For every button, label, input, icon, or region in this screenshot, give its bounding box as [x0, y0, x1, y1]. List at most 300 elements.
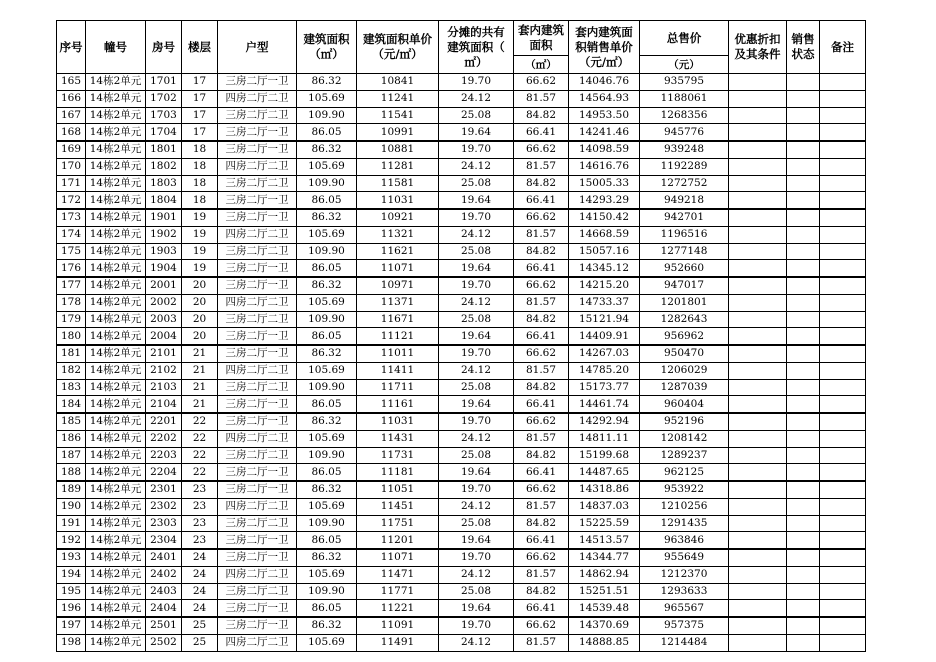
discount-cell: [729, 413, 787, 430]
discount-cell: [729, 124, 787, 141]
total-price-cell: 945776: [640, 124, 729, 141]
seq-cell: 194: [57, 566, 86, 583]
remark-cell: [820, 328, 866, 345]
floor-cell: 18: [182, 141, 218, 158]
seq-cell: 181: [57, 345, 86, 362]
layout-cell: 三房二厅一卫: [218, 532, 297, 549]
shared-area-cell: 24.12: [439, 430, 514, 447]
table-body: [57, 74, 866, 652]
table-row: [57, 617, 866, 634]
inner-price-cell: 15005.33: [569, 175, 640, 192]
status-cell: [787, 90, 820, 107]
inner-area-cell: 84.82: [514, 175, 569, 192]
area-cell: 86.32: [297, 345, 357, 362]
area-cell: 109.90: [297, 583, 357, 600]
unit-price-cell: 10841: [357, 74, 439, 91]
price-list-table: [56, 20, 866, 652]
inner-area-cell: 66.62: [514, 209, 569, 226]
header-status-line2: 状态: [791, 47, 815, 61]
area-cell: 86.32: [297, 277, 357, 294]
table-row: [57, 396, 866, 413]
total-price-cell: 952660: [640, 260, 729, 277]
inner-price-cell: 14733.37: [569, 294, 640, 311]
seq-cell: 187: [57, 447, 86, 464]
status-cell: [787, 617, 820, 634]
inner-area-cell: 66.41: [514, 396, 569, 413]
room-cell: 2201: [146, 413, 182, 430]
discount-cell: [729, 498, 787, 515]
unit-price-cell: 10991: [357, 124, 439, 141]
shared-area-cell: 19.70: [439, 74, 514, 91]
seq-cell: 186: [57, 430, 86, 447]
seq-cell: 189: [57, 481, 86, 498]
building-cell: 14栋2单元: [86, 498, 146, 515]
inner-price-cell: 15121.94: [569, 311, 640, 328]
status-cell: [787, 192, 820, 209]
discount-cell: [729, 396, 787, 413]
room-cell: 1801: [146, 141, 182, 158]
remark-cell: [820, 515, 866, 532]
room-cell: 2103: [146, 379, 182, 396]
shared-area-cell: 19.64: [439, 532, 514, 549]
area-cell: 105.69: [297, 294, 357, 311]
building-cell: 14栋2单元: [86, 447, 146, 464]
header-shared-line1: 分摊的共有: [447, 24, 505, 39]
unit-price-cell: 11471: [357, 566, 439, 583]
area-cell: 86.32: [297, 141, 357, 158]
floor-cell: 25: [182, 617, 218, 634]
seq-cell: 198: [57, 634, 86, 651]
area-cell: 86.32: [297, 209, 357, 226]
inner-price-cell: 14345.12: [569, 260, 640, 277]
total-price-cell: 942701: [640, 209, 729, 226]
seq-cell: 191: [57, 515, 86, 532]
inner-price-cell: 14513.57: [569, 532, 640, 549]
area-cell: 86.05: [297, 328, 357, 345]
unit-price-cell: 11201: [357, 532, 439, 549]
inner-area-cell: 66.41: [514, 464, 569, 481]
floor-cell: 24: [182, 600, 218, 617]
building-cell: 14栋2单元: [86, 209, 146, 226]
inner-price-cell: 15199.68: [569, 447, 640, 464]
floor-cell: 23: [182, 481, 218, 498]
area-cell: 86.32: [297, 617, 357, 634]
discount-cell: [729, 634, 787, 651]
seq-cell: 176: [57, 260, 86, 277]
room-cell: 2404: [146, 600, 182, 617]
discount-cell: [729, 566, 787, 583]
shared-area-cell: 19.64: [439, 260, 514, 277]
shared-area-cell: 24.12: [439, 362, 514, 379]
building-cell: 14栋2单元: [86, 226, 146, 243]
inner-area-cell: 66.62: [514, 413, 569, 430]
building-cell: 14栋2单元: [86, 107, 146, 124]
discount-cell: [729, 209, 787, 226]
building-cell: 14栋2单元: [86, 345, 146, 362]
total-price-cell: 956962: [640, 328, 729, 345]
header-total: 总售价: [640, 21, 729, 56]
total-price-cell: 1196516: [640, 226, 729, 243]
table-row: [57, 294, 866, 311]
inner-price-cell: 14098.59: [569, 141, 640, 158]
total-price-cell: 939248: [640, 141, 729, 158]
inner-price-cell: 14241.46: [569, 124, 640, 141]
discount-cell: [729, 294, 787, 311]
discount-cell: [729, 379, 787, 396]
unit-price-cell: 10921: [357, 209, 439, 226]
header-status: [787, 21, 820, 74]
building-cell: 14栋2单元: [86, 634, 146, 651]
unit-price-cell: 11071: [357, 260, 439, 277]
shared-area-cell: 19.70: [439, 141, 514, 158]
floor-cell: 21: [182, 379, 218, 396]
status-cell: [787, 260, 820, 277]
seq-cell: 190: [57, 498, 86, 515]
seq-cell: 188: [57, 464, 86, 481]
remark-cell: [820, 277, 866, 294]
table-row: [57, 107, 866, 124]
room-cell: 1802: [146, 158, 182, 175]
building-cell: 14栋2单元: [86, 260, 146, 277]
header-discount: [729, 21, 787, 74]
discount-cell: [729, 583, 787, 600]
floor-cell: 22: [182, 413, 218, 430]
table-row: [57, 481, 866, 498]
unit-price-cell: 11321: [357, 226, 439, 243]
discount-cell: [729, 107, 787, 124]
discount-cell: [729, 464, 787, 481]
building-cell: 14栋2单元: [86, 328, 146, 345]
total-price-cell: 1287039: [640, 379, 729, 396]
table-row: [57, 328, 866, 345]
shared-area-cell: 24.12: [439, 90, 514, 107]
status-cell: [787, 464, 820, 481]
inner-area-cell: 66.62: [514, 549, 569, 566]
layout-cell: 三房二厅一卫: [218, 396, 297, 413]
seq-cell: 171: [57, 175, 86, 192]
status-cell: [787, 481, 820, 498]
table-row: [57, 260, 866, 277]
inner-area-cell: 81.57: [514, 226, 569, 243]
shared-area-cell: 24.12: [439, 566, 514, 583]
area-cell: 105.69: [297, 566, 357, 583]
header-remark: 备注: [820, 21, 866, 74]
seq-cell: 177: [57, 277, 86, 294]
inner-area-cell: 84.82: [514, 311, 569, 328]
shared-area-cell: 24.12: [439, 498, 514, 515]
unit-price-cell: 11181: [357, 464, 439, 481]
discount-cell: [729, 175, 787, 192]
total-price-cell: 1212370: [640, 566, 729, 583]
room-cell: 2204: [146, 464, 182, 481]
status-cell: [787, 141, 820, 158]
status-cell: [787, 243, 820, 260]
room-cell: 2301: [146, 481, 182, 498]
inner-price-cell: 14616.76: [569, 158, 640, 175]
unit-price-cell: 11671: [357, 311, 439, 328]
floor-cell: 22: [182, 447, 218, 464]
room-cell: 1804: [146, 192, 182, 209]
total-price-cell: 1277148: [640, 243, 729, 260]
layout-cell: 四房二厅二卫: [218, 226, 297, 243]
shared-area-cell: 19.70: [439, 277, 514, 294]
seq-cell: 182: [57, 362, 86, 379]
total-price-cell: 965567: [640, 600, 729, 617]
inner-price-cell: 15251.51: [569, 583, 640, 600]
layout-cell: 三房二厅二卫: [218, 175, 297, 192]
area-cell: 86.05: [297, 600, 357, 617]
header-inner-price: [569, 21, 640, 74]
total-price-cell: 949218: [640, 192, 729, 209]
status-cell: [787, 362, 820, 379]
status-cell: [787, 124, 820, 141]
table-row: [57, 583, 866, 600]
remark-cell: [820, 498, 866, 515]
seq-cell: 178: [57, 294, 86, 311]
floor-cell: 20: [182, 294, 218, 311]
status-cell: [787, 209, 820, 226]
unit-price-cell: 10881: [357, 141, 439, 158]
unit-price-cell: 11371: [357, 294, 439, 311]
shared-area-cell: 25.08: [439, 243, 514, 260]
remark-cell: [820, 566, 866, 583]
header-inner-area: [514, 21, 569, 56]
shared-area-cell: 25.08: [439, 379, 514, 396]
room-cell: 2001: [146, 277, 182, 294]
discount-cell: [729, 345, 787, 362]
floor-cell: 21: [182, 396, 218, 413]
inner-area-cell: 84.82: [514, 379, 569, 396]
remark-cell: [820, 481, 866, 498]
seq-cell: 170: [57, 158, 86, 175]
layout-cell: 三房二厅二卫: [218, 515, 297, 532]
table-row: [57, 175, 866, 192]
room-cell: 1701: [146, 74, 182, 91]
shared-area-cell: 19.64: [439, 396, 514, 413]
floor-cell: 17: [182, 107, 218, 124]
room-cell: 1704: [146, 124, 182, 141]
layout-cell: 三房二厅一卫: [218, 328, 297, 345]
table-row: [57, 277, 866, 294]
shared-area-cell: 19.70: [439, 209, 514, 226]
inner-area-cell: 66.41: [514, 192, 569, 209]
inner-price-cell: 14811.11: [569, 430, 640, 447]
total-price-cell: 952196: [640, 413, 729, 430]
total-price-cell: 953922: [640, 481, 729, 498]
table-row: [57, 430, 866, 447]
layout-cell: 三房二厅一卫: [218, 141, 297, 158]
inner-area-cell: 81.57: [514, 90, 569, 107]
remark-cell: [820, 600, 866, 617]
unit-price-cell: 11031: [357, 192, 439, 209]
total-price-cell: 1293633: [640, 583, 729, 600]
seq-cell: 179: [57, 311, 86, 328]
discount-cell: [729, 226, 787, 243]
remark-cell: [820, 141, 866, 158]
area-cell: 105.69: [297, 430, 357, 447]
room-cell: 2402: [146, 566, 182, 583]
inner-area-cell: 66.41: [514, 124, 569, 141]
building-cell: 14栋2单元: [86, 90, 146, 107]
total-price-cell: 960404: [640, 396, 729, 413]
remark-cell: [820, 175, 866, 192]
floor-cell: 17: [182, 124, 218, 141]
room-cell: 2501: [146, 617, 182, 634]
room-cell: 1803: [146, 175, 182, 192]
room-cell: 2304: [146, 532, 182, 549]
room-cell: 2302: [146, 498, 182, 515]
room-cell: 2403: [146, 583, 182, 600]
remark-cell: [820, 430, 866, 447]
seq-cell: 197: [57, 617, 86, 634]
remark-cell: [820, 124, 866, 141]
building-cell: 14栋2单元: [86, 396, 146, 413]
total-price-cell: 1201801: [640, 294, 729, 311]
status-cell: [787, 430, 820, 447]
inner-area-cell: 84.82: [514, 243, 569, 260]
layout-cell: 四房二厅二卫: [218, 498, 297, 515]
layout-cell: 三房二厅一卫: [218, 260, 297, 277]
floor-cell: 18: [182, 158, 218, 175]
seq-cell: 165: [57, 74, 86, 91]
discount-cell: [729, 277, 787, 294]
floor-cell: 20: [182, 328, 218, 345]
table-row: [57, 464, 866, 481]
inner-price-cell: 14539.48: [569, 600, 640, 617]
building-cell: 14栋2单元: [86, 583, 146, 600]
unit-price-cell: 11541: [357, 107, 439, 124]
inner-price-cell: 15225.59: [569, 515, 640, 532]
unit-price-cell: 11221: [357, 600, 439, 617]
layout-cell: 三房二厅一卫: [218, 617, 297, 634]
floor-cell: 24: [182, 549, 218, 566]
room-cell: 1902: [146, 226, 182, 243]
seq-cell: 172: [57, 192, 86, 209]
layout-cell: 三房二厅一卫: [218, 549, 297, 566]
total-price-cell: 1206029: [640, 362, 729, 379]
inner-area-cell: 66.62: [514, 481, 569, 498]
floor-cell: 22: [182, 464, 218, 481]
inner-area-cell: 66.62: [514, 74, 569, 91]
area-cell: 86.32: [297, 549, 357, 566]
header-shared-area: [439, 21, 514, 74]
building-cell: 14栋2单元: [86, 481, 146, 498]
header-unit-price-line2: （元/㎡）: [372, 47, 423, 61]
inner-price-cell: 14668.59: [569, 226, 640, 243]
status-cell: [787, 379, 820, 396]
floor-cell: 21: [182, 345, 218, 362]
inner-area-cell: 66.41: [514, 600, 569, 617]
layout-cell: 三房二厅一卫: [218, 192, 297, 209]
shared-area-cell: 19.70: [439, 481, 514, 498]
shared-area-cell: 25.08: [439, 447, 514, 464]
unit-price-cell: 11621: [357, 243, 439, 260]
unit-price-cell: 11431: [357, 430, 439, 447]
seq-cell: 169: [57, 141, 86, 158]
area-cell: 86.32: [297, 74, 357, 91]
shared-area-cell: 19.70: [439, 345, 514, 362]
table-row: [57, 447, 866, 464]
total-price-cell: 1208142: [640, 430, 729, 447]
layout-cell: 三房二厅一卫: [218, 600, 297, 617]
status-cell: [787, 634, 820, 651]
status-cell: [787, 447, 820, 464]
inner-price-cell: 14785.20: [569, 362, 640, 379]
status-cell: [787, 549, 820, 566]
remark-cell: [820, 107, 866, 124]
floor-cell: 24: [182, 566, 218, 583]
unit-price-cell: 11011: [357, 345, 439, 362]
shared-area-cell: 19.64: [439, 192, 514, 209]
inner-price-cell: 14344.77: [569, 549, 640, 566]
inner-price-cell: 14267.03: [569, 345, 640, 362]
area-cell: 109.90: [297, 311, 357, 328]
remark-cell: [820, 90, 866, 107]
building-cell: 14栋2单元: [86, 515, 146, 532]
status-cell: [787, 311, 820, 328]
area-cell: 86.05: [297, 464, 357, 481]
unit-price-cell: 11411: [357, 362, 439, 379]
remark-cell: [820, 209, 866, 226]
building-cell: 14栋2单元: [86, 243, 146, 260]
floor-cell: 19: [182, 243, 218, 260]
inner-price-cell: 14292.94: [569, 413, 640, 430]
floor-cell: 19: [182, 209, 218, 226]
header-shared-line3: ㎡）: [464, 54, 488, 69]
building-cell: 14栋2单元: [86, 600, 146, 617]
remark-cell: [820, 396, 866, 413]
layout-cell: 三房二厅二卫: [218, 583, 297, 600]
building-cell: 14栋2单元: [86, 158, 146, 175]
floor-cell: 25: [182, 634, 218, 651]
building-cell: 14栋2单元: [86, 74, 146, 91]
inner-price-cell: 14293.29: [569, 192, 640, 209]
layout-cell: 三房二厅一卫: [218, 74, 297, 91]
layout-cell: 三房二厅二卫: [218, 311, 297, 328]
inner-price-cell: 14215.20: [569, 277, 640, 294]
table-row: [57, 124, 866, 141]
floor-cell: 21: [182, 362, 218, 379]
status-cell: [787, 413, 820, 430]
layout-cell: 四房二厅二卫: [218, 158, 297, 175]
room-cell: 2401: [146, 549, 182, 566]
area-cell: 105.69: [297, 158, 357, 175]
building-cell: 14栋2单元: [86, 617, 146, 634]
unit-price-cell: 11051: [357, 481, 439, 498]
area-cell: 86.05: [297, 192, 357, 209]
table-row: [57, 243, 866, 260]
total-price-cell: 962125: [640, 464, 729, 481]
status-cell: [787, 600, 820, 617]
floor-cell: 18: [182, 192, 218, 209]
room-cell: 1901: [146, 209, 182, 226]
inner-area-cell: 84.82: [514, 583, 569, 600]
inner-price-cell: 14862.94: [569, 566, 640, 583]
layout-cell: 三房二厅一卫: [218, 209, 297, 226]
seq-cell: 166: [57, 90, 86, 107]
inner-area-cell: 81.57: [514, 498, 569, 515]
discount-cell: [729, 549, 787, 566]
remark-cell: [820, 74, 866, 91]
total-price-cell: 955649: [640, 549, 729, 566]
total-price-cell: 957375: [640, 617, 729, 634]
remark-cell: [820, 447, 866, 464]
header-discount-line2: 及其条件: [734, 47, 781, 61]
status-cell: [787, 498, 820, 515]
header-room: 房号: [146, 21, 182, 74]
total-price-cell: 1282643: [640, 311, 729, 328]
inner-price-cell: 15057.16: [569, 243, 640, 260]
